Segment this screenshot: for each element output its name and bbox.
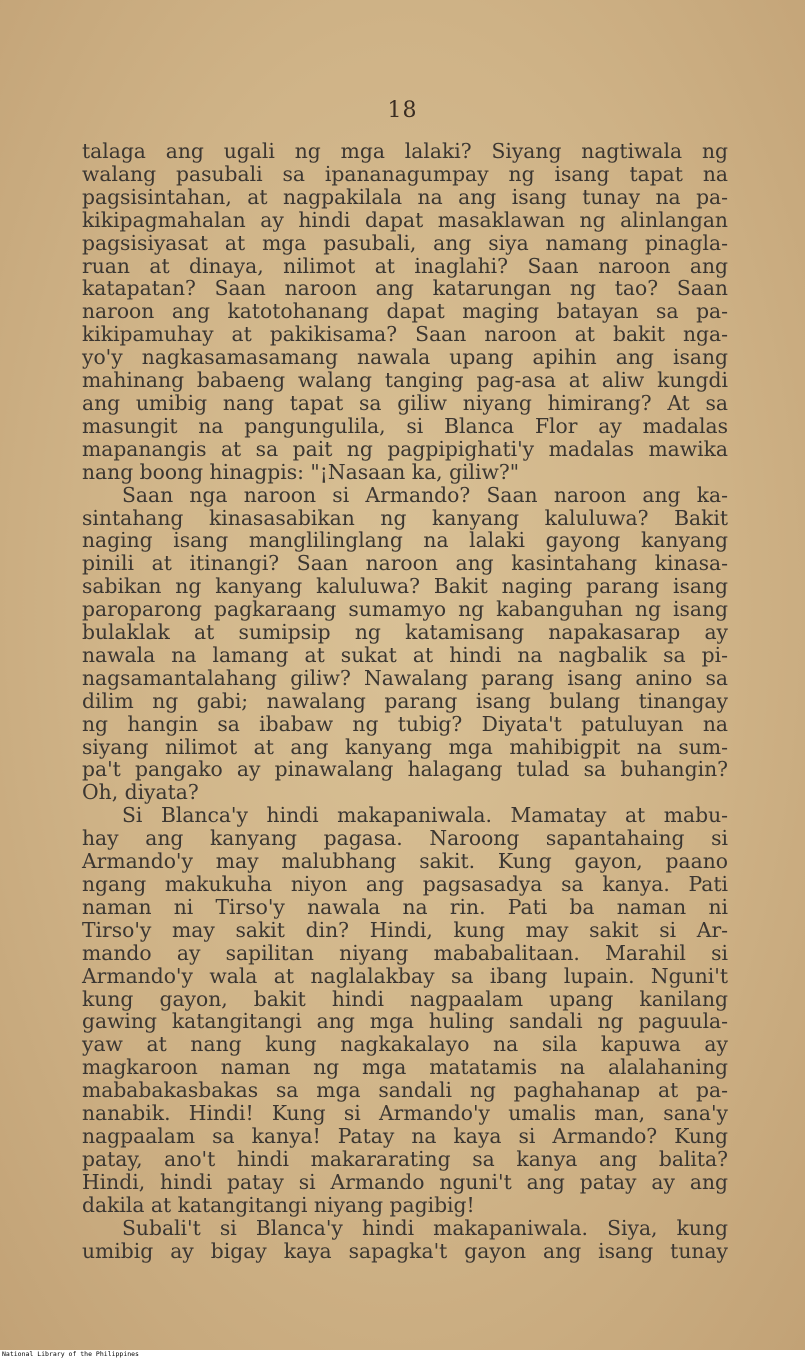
text-line: Hindi, hindi patay si Armando nguni't ang patay ay ang xyxy=(82,1169,728,1194)
text-line: masungit na pangungulila, si Blanca Flor ay madalas xyxy=(82,413,728,438)
text-line: Armando'y wala at naglalakbay sa ibang lupain. Nguni't xyxy=(82,963,728,988)
text-line: mando ay sapilitan niyang mababalitaan. Marahil si xyxy=(82,940,728,965)
text-line: umibig ay bigay kaya sapagka't gayon ang isang tunay xyxy=(82,1238,728,1263)
text-line-paragraph-start: Subali't si Blanca'y hindi makapaniwala. Siya, kung xyxy=(122,1215,728,1240)
text-line: naroon ang katotohanang dapat maging batayan sa pa- xyxy=(82,299,728,324)
text-line: walang pasubali sa ipananagumpay ng isang tapat na xyxy=(82,161,728,186)
text-line: pa't pangako ay pinawalang halagang tulad sa buhangin? xyxy=(82,757,728,782)
text-line: hay ang kanyang pagasa. Naroong sapantahaing si xyxy=(82,826,728,851)
text-line: ng hangin sa ibabaw ng tubig? Diyata't patuluyan na xyxy=(82,711,728,736)
text-line: katapatan? Saan naroon ang katarungan ng tao? Saan xyxy=(82,276,728,301)
text-line-paragraph-end: nang boong hinagpis: "¡Nasaan ka, giliw?" xyxy=(82,459,520,484)
text-line: mahinang babaeng walang tanging pag-asa at aliw kungdi xyxy=(82,368,728,393)
text-line: kikipamuhay at pakikisama? Saan naroon at bakit nga- xyxy=(82,322,728,347)
text-line-paragraph-start: Saan nga naroon si Armando? Saan naroon ang ka- xyxy=(122,482,728,507)
text-line: magkaroon naman ng mga matatamis na alalahaning xyxy=(82,1055,728,1080)
text-line: bulaklak at sumipsip ng katamisang napakasarap ay xyxy=(82,620,728,645)
text-line: nanabik. Hindi! Kung si Armando'y umalis man, sana'y xyxy=(82,1101,728,1126)
text-line: kikipagmahalan ay hindi dapat masaklawan ng alinlangan xyxy=(82,207,728,232)
text-line: mapanangis at sa pait ng pagpipighati'y madalas mawika xyxy=(82,436,728,461)
text-line: nagpaalam sa kanya! Patay na kaya si Armando? Kung xyxy=(82,1123,728,1148)
text-line: pagsisiyasat at mga pasubali, ang siya namang pinagla- xyxy=(82,230,728,255)
text-line: Armando'y may malubhang sakit. Kung gayon, paano xyxy=(82,849,728,874)
text-line-paragraph-end: Oh, diyata? xyxy=(82,780,199,805)
text-line-paragraph-start: Si Blanca'y hindi makapaniwala. Mamatay at mabu- xyxy=(122,803,728,828)
text-line: pinili at itinangi? Saan naroon ang kasintahang kinasa- xyxy=(82,551,728,576)
text-line: patay, ano't hindi makararating sa kanya ang balita? xyxy=(82,1146,728,1171)
text-line-paragraph-end: dakila at katangitangi niyang pagibig! xyxy=(82,1192,475,1217)
text-line: nagsamantalahang giliw? Nawalang parang isang anino sa xyxy=(82,665,728,690)
text-line: paroparong pagkaraang sumamyo ng kabanguhan ng isang xyxy=(82,597,728,622)
text-line: gawing katangitangi ang mga huling sandali ng paguula- xyxy=(82,1009,728,1034)
text-line: dilim ng gabi; nawalang parang isang bulang tinangay xyxy=(82,688,728,713)
text-line: ngang makukuha niyon ang pagsasadya sa kanya. Pati xyxy=(82,872,728,896)
text-line: kung gayon, bakit hindi nagpaalam upang kanilang xyxy=(82,986,728,1011)
text-line: Tirso'y may sakit din? Hindi, kung may sakit si Ar- xyxy=(82,917,728,942)
text-line: naging isang manglilinglang na lalaki gayong kanyang xyxy=(82,528,728,553)
text-line: ruan at dinaya, nilimot at inaglahi? Saan naroon ang xyxy=(82,253,728,278)
body-text xyxy=(82,140,728,1262)
text-line: pagsisintahan, at nagpakilala na ang isang tunay na pa- xyxy=(82,184,728,209)
text-line: sabikan ng kanyang kaluluwa? Bakit naging parang isang xyxy=(82,574,728,599)
text-line: talaga ang ugali ng mga lalaki? Siyang nagtiwala ng xyxy=(82,139,728,163)
text-line: naman ni Tirso'y nawala na rin. Pati ba naman ni xyxy=(82,894,728,919)
library-watermark-footer: National Library of the Philippines xyxy=(2,1350,139,1358)
text-line: mababakasbakas sa mga sandali ng paghahanap at pa- xyxy=(82,1078,728,1103)
page-number: 18 xyxy=(387,98,418,123)
text-line: ang umibig nang tapat sa giliw niyang himirang? At sa xyxy=(82,390,728,415)
text-line: nawala na lamang at sukat at hindi na nagbalik sa pi- xyxy=(82,642,728,667)
text-line: yo'y nagkasamasamang nawala upang apihin ang isang xyxy=(82,345,728,370)
text-line: siyang nilimot at ang kanyang mga mahibigpit na sum- xyxy=(82,734,728,759)
text-line: yaw at nang kung nagkakalayo na sila kapuwa ay xyxy=(82,1032,728,1057)
text-line: sintahang kinasasabikan ng kanyang kaluluwa? Bakit xyxy=(82,505,728,530)
